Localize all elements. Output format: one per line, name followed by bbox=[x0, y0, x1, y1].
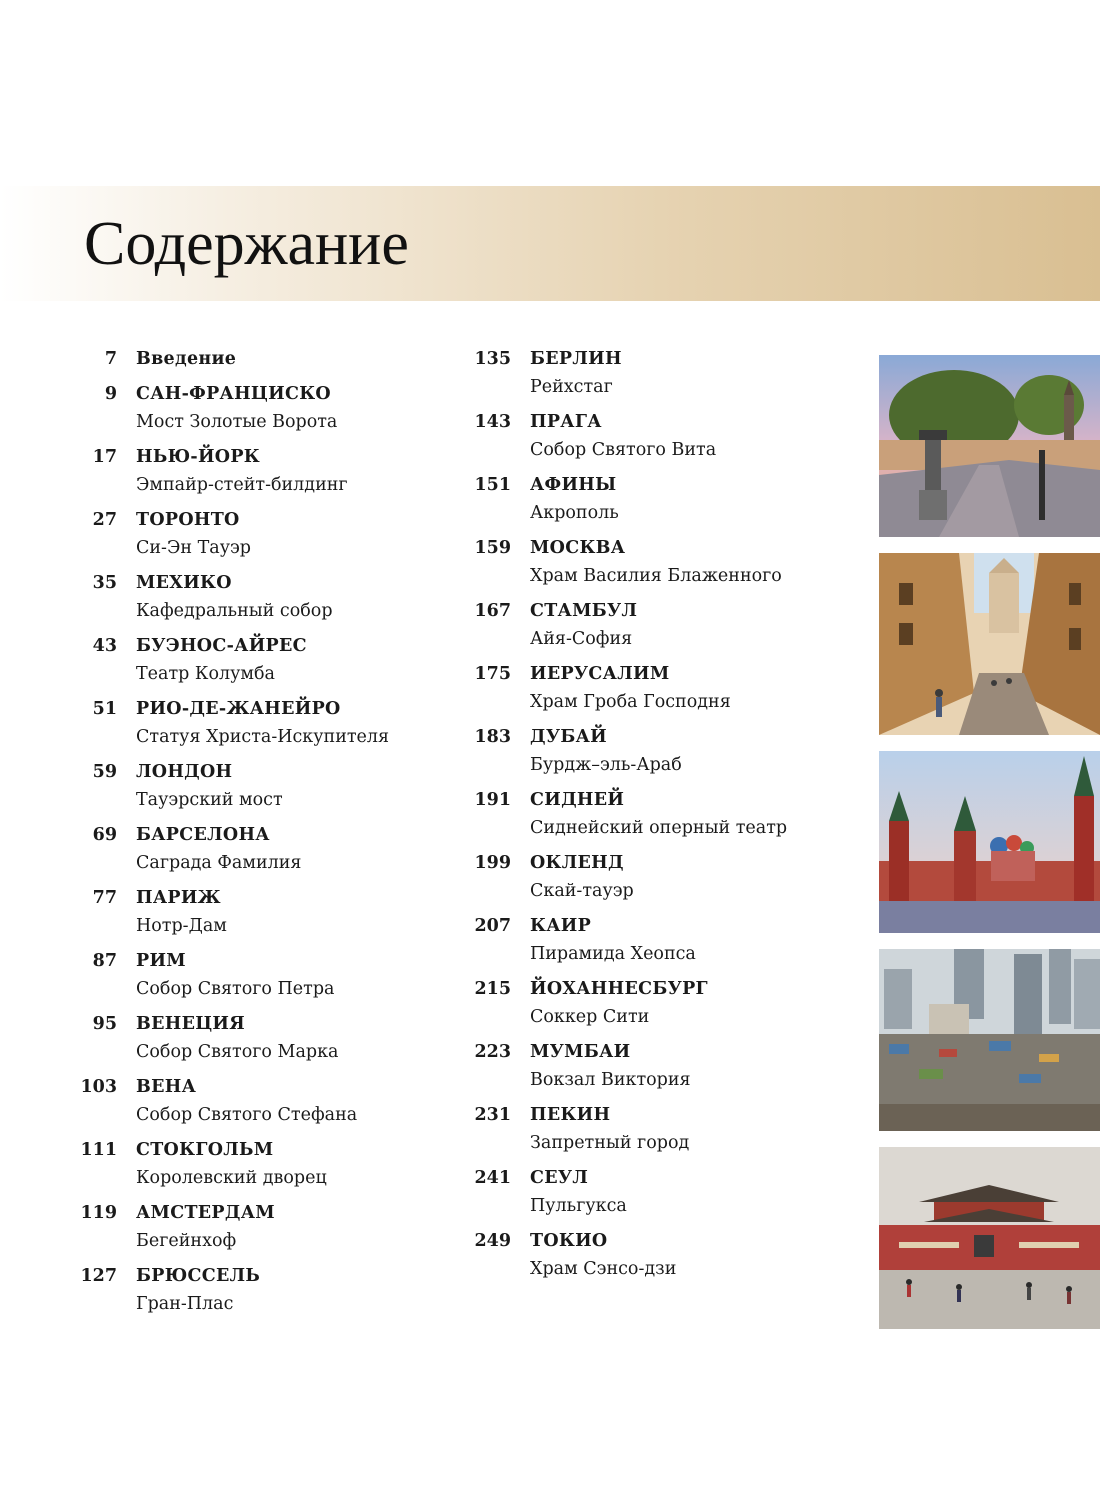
toc-city: НЬЮ-ЙОРК bbox=[136, 447, 261, 467]
toc-landmark: Собор Святого Петра bbox=[136, 979, 335, 999]
toc-entry bbox=[462, 345, 862, 401]
toc-page-number: 249 bbox=[474, 1231, 511, 1251]
toc-entry bbox=[70, 1199, 450, 1255]
toc-landmark: Запретный город bbox=[530, 1133, 690, 1153]
toc-landmark: Пульгукса bbox=[530, 1196, 627, 1216]
toc-entry bbox=[462, 1101, 862, 1157]
toc-landmark: Скай-тауэр bbox=[530, 881, 634, 901]
toc-page-number: 43 bbox=[92, 636, 117, 656]
toc-page-number: 69 bbox=[92, 825, 117, 845]
photo-moscow bbox=[879, 751, 1100, 933]
toc-landmark: Тауэрский мост bbox=[136, 790, 283, 810]
toc-landmark: Акрополь bbox=[530, 503, 619, 523]
toc-page-number: 143 bbox=[474, 412, 511, 432]
toc-entry bbox=[462, 408, 862, 464]
toc-page-number: 183 bbox=[474, 727, 511, 747]
photo-beijing bbox=[879, 1147, 1100, 1329]
toc-page-number: 223 bbox=[474, 1042, 511, 1062]
toc-landmark: Храм Василия Блаженного bbox=[530, 566, 782, 586]
toc-entry bbox=[462, 1038, 862, 1094]
toc-entry bbox=[70, 1262, 450, 1318]
toc-landmark: Нотр-Дам bbox=[136, 916, 227, 936]
toc-landmark: Бурдж–эль-Араб bbox=[530, 755, 682, 775]
toc-city: ТОКИО bbox=[530, 1231, 608, 1251]
toc-page-number: 111 bbox=[80, 1140, 117, 1160]
toc-landmark: Си-Эн Тауэр bbox=[136, 538, 251, 558]
toc-landmark: Статуя Христа-Искупителя bbox=[136, 727, 390, 747]
toc-entry bbox=[70, 821, 450, 877]
toc-page-number: 119 bbox=[80, 1203, 117, 1223]
toc-entry bbox=[70, 380, 450, 436]
toc-entry bbox=[70, 947, 450, 1003]
toc-city: ЙОХАННЕСБУРГ bbox=[530, 979, 708, 999]
toc-city: БРЮССЕЛЬ bbox=[136, 1266, 261, 1286]
toc-entry bbox=[462, 849, 862, 905]
toc-page-number: 7 bbox=[104, 349, 117, 369]
page-title: Содержание bbox=[84, 210, 409, 278]
toc-page-number: 191 bbox=[474, 790, 511, 810]
toc-entry bbox=[70, 695, 450, 751]
photo-rome bbox=[879, 553, 1100, 735]
toc-city: ИЕРУСАЛИМ bbox=[530, 664, 670, 684]
toc-city: МУМБАИ bbox=[530, 1042, 631, 1062]
toc-landmark: Мост Золотые Ворота bbox=[136, 412, 338, 432]
toc-page-number: 17 bbox=[92, 447, 117, 467]
toc-city: СТОКГОЛЬМ bbox=[136, 1140, 274, 1160]
toc-landmark: Рейхстаг bbox=[530, 377, 613, 397]
photo-mumbai bbox=[879, 949, 1100, 1131]
toc-landmark: Айя-София bbox=[530, 629, 633, 649]
toc-column-left bbox=[70, 345, 450, 1325]
toc-entry bbox=[462, 1227, 862, 1283]
toc-city: АФИНЫ bbox=[530, 475, 617, 495]
toc-page-number: 27 bbox=[92, 510, 117, 530]
toc-page-number: 199 bbox=[474, 853, 511, 873]
toc-page-number: 167 bbox=[474, 601, 511, 621]
toc-page-number: 51 bbox=[92, 699, 117, 719]
toc-city: АМСТЕРДАМ bbox=[136, 1203, 275, 1223]
toc-page-number: 241 bbox=[474, 1168, 511, 1188]
toc-city: СТАМБУЛ bbox=[530, 601, 638, 621]
toc-page-number: 151 bbox=[474, 475, 511, 495]
toc-entry bbox=[462, 597, 862, 653]
toc-entry bbox=[462, 975, 862, 1031]
toc-entry bbox=[70, 569, 450, 625]
toc-landmark: Театр Колумба bbox=[136, 664, 275, 684]
toc-page-number: 159 bbox=[474, 538, 511, 558]
toc-entry bbox=[70, 884, 450, 940]
toc-landmark: Эмпайр-стейт-билдинг bbox=[136, 475, 348, 495]
toc-landmark: Храм Сэнсо-дзи bbox=[530, 1259, 677, 1279]
toc-landmark: Собор Святого Марка bbox=[136, 1042, 339, 1062]
toc-page-number: 215 bbox=[474, 979, 511, 999]
toc-entry bbox=[70, 1010, 450, 1066]
toc-city: ОКЛЕНД bbox=[530, 853, 624, 873]
toc-entry bbox=[70, 1136, 450, 1192]
toc-entry bbox=[70, 632, 450, 688]
toc-city: САН-ФРАНЦИСКО bbox=[136, 384, 331, 404]
toc-entry bbox=[70, 345, 450, 373]
toc-entry bbox=[462, 471, 862, 527]
toc-city: КАИР bbox=[530, 916, 592, 936]
toc-page-number: 95 bbox=[92, 1014, 117, 1034]
toc-entry bbox=[462, 534, 862, 590]
toc-entry bbox=[462, 660, 862, 716]
toc-entry bbox=[70, 758, 450, 814]
toc-city: ПРАГА bbox=[530, 412, 602, 432]
toc-entry bbox=[462, 1164, 862, 1220]
toc-page-number: 127 bbox=[80, 1266, 117, 1286]
toc-city: СИДНЕЙ bbox=[530, 790, 625, 810]
toc-page-number: 175 bbox=[474, 664, 511, 684]
toc-entry bbox=[70, 506, 450, 562]
toc-city: РИМ bbox=[136, 951, 186, 971]
toc-landmark: Собор Святого Стефана bbox=[136, 1105, 358, 1125]
toc-city: СЕУЛ bbox=[530, 1168, 589, 1188]
toc-page-number: 231 bbox=[474, 1105, 511, 1125]
toc-entry bbox=[70, 443, 450, 499]
toc-entry bbox=[70, 1073, 450, 1129]
toc-city: Введение bbox=[136, 349, 237, 369]
toc-landmark: Кафедральный собор bbox=[136, 601, 333, 621]
toc-entry bbox=[462, 912, 862, 968]
toc-landmark: Сиднейский оперный театр bbox=[530, 818, 788, 838]
toc-city: МОСКВА bbox=[530, 538, 626, 558]
toc-entry bbox=[462, 723, 862, 779]
toc-landmark: Бегейнхоф bbox=[136, 1231, 237, 1251]
toc-landmark: Королевский дворец bbox=[136, 1168, 327, 1188]
toc-city: ТОРОНТО bbox=[136, 510, 240, 530]
toc-page-number: 103 bbox=[80, 1077, 117, 1097]
toc-page-number: 207 bbox=[474, 916, 511, 936]
toc-landmark: Собор Святого Вита bbox=[530, 440, 717, 460]
toc-city: ВЕНА bbox=[136, 1077, 197, 1097]
toc-landmark: Храм Гроба Господня bbox=[530, 692, 731, 712]
photo-london bbox=[879, 355, 1100, 537]
toc-city: БЕРЛИН bbox=[530, 349, 622, 369]
toc-city: БАРСЕЛОНА bbox=[136, 825, 270, 845]
toc-landmark: Соккер Сити bbox=[530, 1007, 650, 1027]
toc-city: БУЭНОС-АЙРЕС bbox=[136, 636, 307, 656]
toc-page-number: 77 bbox=[92, 888, 117, 908]
toc-column-right bbox=[462, 345, 862, 1290]
toc-city: ЛОНДОН bbox=[136, 762, 233, 782]
toc-entry bbox=[462, 786, 862, 842]
toc-city: МЕХИКО bbox=[136, 573, 232, 593]
toc-page-number: 87 bbox=[92, 951, 117, 971]
toc-page-number: 35 bbox=[92, 573, 117, 593]
toc-page-number: 59 bbox=[92, 762, 117, 782]
toc-landmark: Саграда Фамилия bbox=[136, 853, 302, 873]
toc-city: ПЕКИН bbox=[530, 1105, 611, 1125]
toc-city: ДУБАЙ bbox=[530, 727, 608, 747]
toc-city: РИО-ДЕ-ЖАНЕЙРО bbox=[136, 699, 341, 719]
toc-city: ПАРИЖ bbox=[136, 888, 221, 908]
toc-landmark: Гран-Плас bbox=[136, 1294, 234, 1314]
toc-page-number: 135 bbox=[474, 349, 511, 369]
toc-page-number: 9 bbox=[104, 384, 117, 404]
toc-landmark: Вокзал Виктория bbox=[530, 1070, 691, 1090]
toc-landmark: Пирамида Хеопса bbox=[530, 944, 696, 964]
toc-city: ВЕНЕЦИЯ bbox=[136, 1014, 245, 1034]
